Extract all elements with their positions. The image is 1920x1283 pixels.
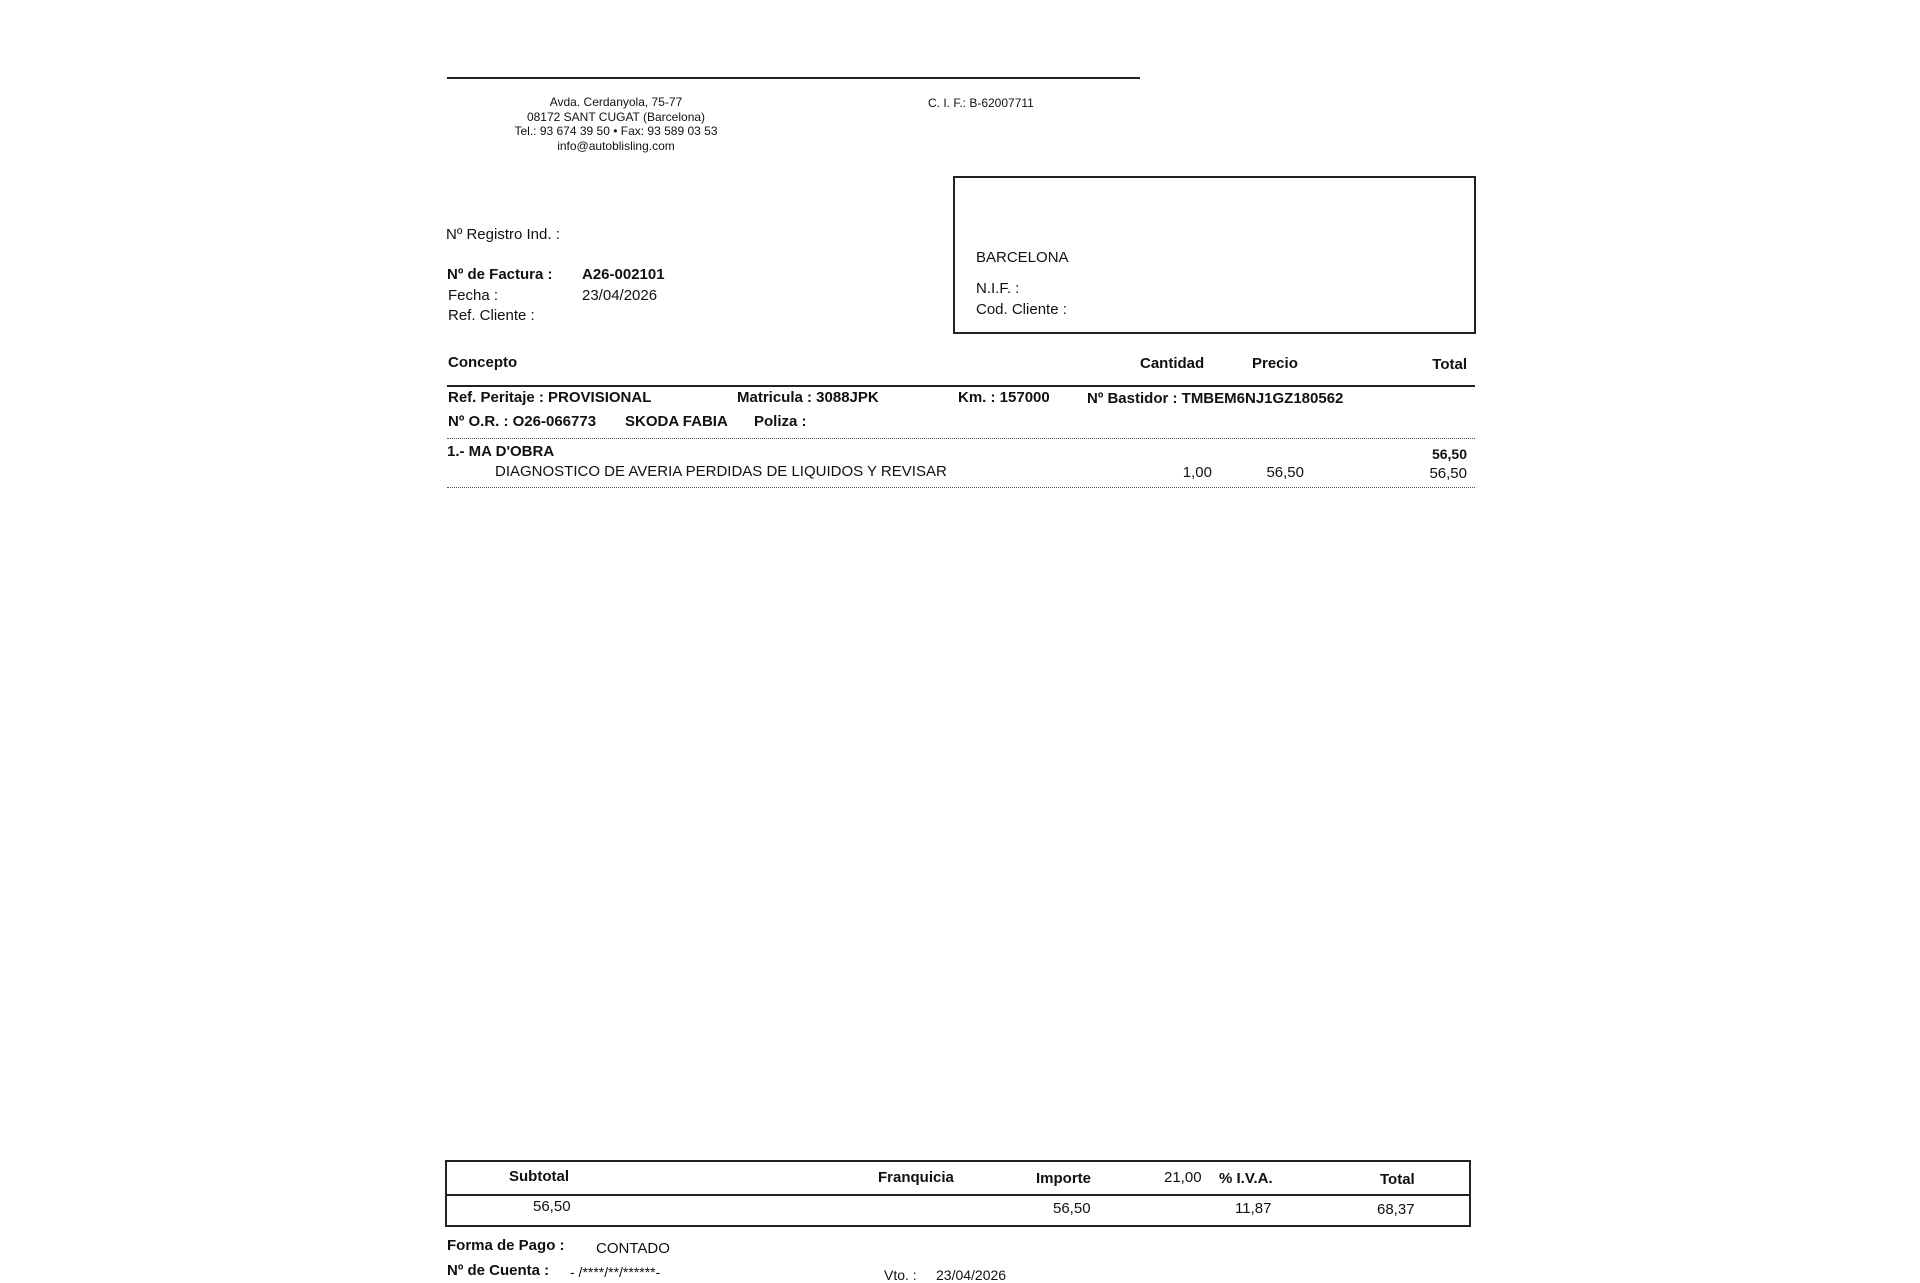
summary-subtotal-value: 56,50 <box>533 1198 571 1215</box>
summary-total-header: Total <box>1380 1171 1415 1188</box>
header-rule <box>447 77 1140 79</box>
ref-cliente-label: Ref. Cliente : <box>448 307 535 324</box>
summary-table <box>445 1160 1471 1227</box>
company-phones: Tel.: 93 674 39 50 • Fax: 93 589 03 53 <box>514 124 718 138</box>
summary-total-value: 68,37 <box>1377 1201 1415 1218</box>
client-nif-label: N.I.F. : <box>976 280 1020 297</box>
forma-pago-label: Forma de Pago : <box>447 1237 565 1254</box>
summary-subtotal-header: Subtotal <box>509 1168 569 1185</box>
summary-importe-header: Importe <box>1036 1170 1092 1187</box>
summary-rule <box>447 1194 1469 1196</box>
cuenta-value: - /****/**/******- <box>570 1264 661 1280</box>
section-title: 1.- MA D'OBRA <box>447 443 555 460</box>
forma-pago-value: CONTADO <box>596 1240 670 1257</box>
bastidor: Nº Bastidor : TMBEM6NJ1GZ180562 <box>1087 390 1344 407</box>
client-code-label: Cod. Cliente : <box>976 301 1067 318</box>
company-address <box>466 95 766 153</box>
col-cantidad: Cantidad <box>1140 355 1205 372</box>
summary-iva-value: 11,87 <box>1235 1200 1272 1217</box>
vehicle-model: SKODA FABIA <box>625 413 728 430</box>
col-total: Total <box>1432 356 1467 373</box>
ref-peritaje: Ref. Peritaje : PROVISIONAL <box>448 389 652 406</box>
matricula: Matricula : 3088JPK <box>737 389 879 406</box>
address-line-1: Avda. Cerdanyola, 75-77 <box>549 95 683 109</box>
col-precio: Precio <box>1252 355 1298 372</box>
col-concepto: Concepto <box>448 354 518 371</box>
factura-number: A26-002101 <box>582 266 665 283</box>
registro-label: Nº Registro Ind. : <box>446 226 560 243</box>
factura-label: Nº de Factura : <box>447 266 553 283</box>
items-rule <box>447 487 1475 488</box>
summary-franquicia-header: Franquicia <box>878 1169 954 1186</box>
poliza-label: Poliza : <box>754 413 807 430</box>
kilometraje: Km. : 157000 <box>958 389 1050 406</box>
section-total: 56,50 <box>1431 446 1467 462</box>
line-description: DIAGNOSTICO DE AVERIA PERDIDAS DE LIQUIDOS Y REVISAR <box>495 463 947 480</box>
line-precio: 56,50 <box>1266 464 1304 481</box>
cuenta-label: Nº de Cuenta : <box>447 1262 550 1279</box>
summary-iva-header: % I.V.A. <box>1219 1170 1273 1187</box>
columns-rule <box>447 385 1475 387</box>
summary-iva-rate: 21,00 <box>1164 1169 1202 1186</box>
fecha-value: 23/04/2026 <box>582 287 658 304</box>
address-line-2: 08172 SANT CUGAT (Barcelona) <box>526 109 706 124</box>
fecha-label: Fecha : <box>448 287 499 304</box>
client-city: BARCELONA <box>976 249 1069 266</box>
vto-label: Vto. : <box>884 1267 917 1283</box>
line-cantidad: 1,00 <box>1182 464 1212 481</box>
client-box <box>953 176 1476 334</box>
company-email: info@autoblisling.com <box>557 138 675 153</box>
vto-value: 23/04/2026 <box>936 1267 1007 1283</box>
company-cif: C. I. F.: B-62007711 <box>928 96 1034 110</box>
line-total: 56,50 <box>1429 465 1467 482</box>
summary-importe-value: 56,50 <box>1053 1200 1091 1217</box>
vehicle-rule <box>447 438 1475 439</box>
or-number: Nº O.R. : O26-066773 <box>448 413 597 430</box>
